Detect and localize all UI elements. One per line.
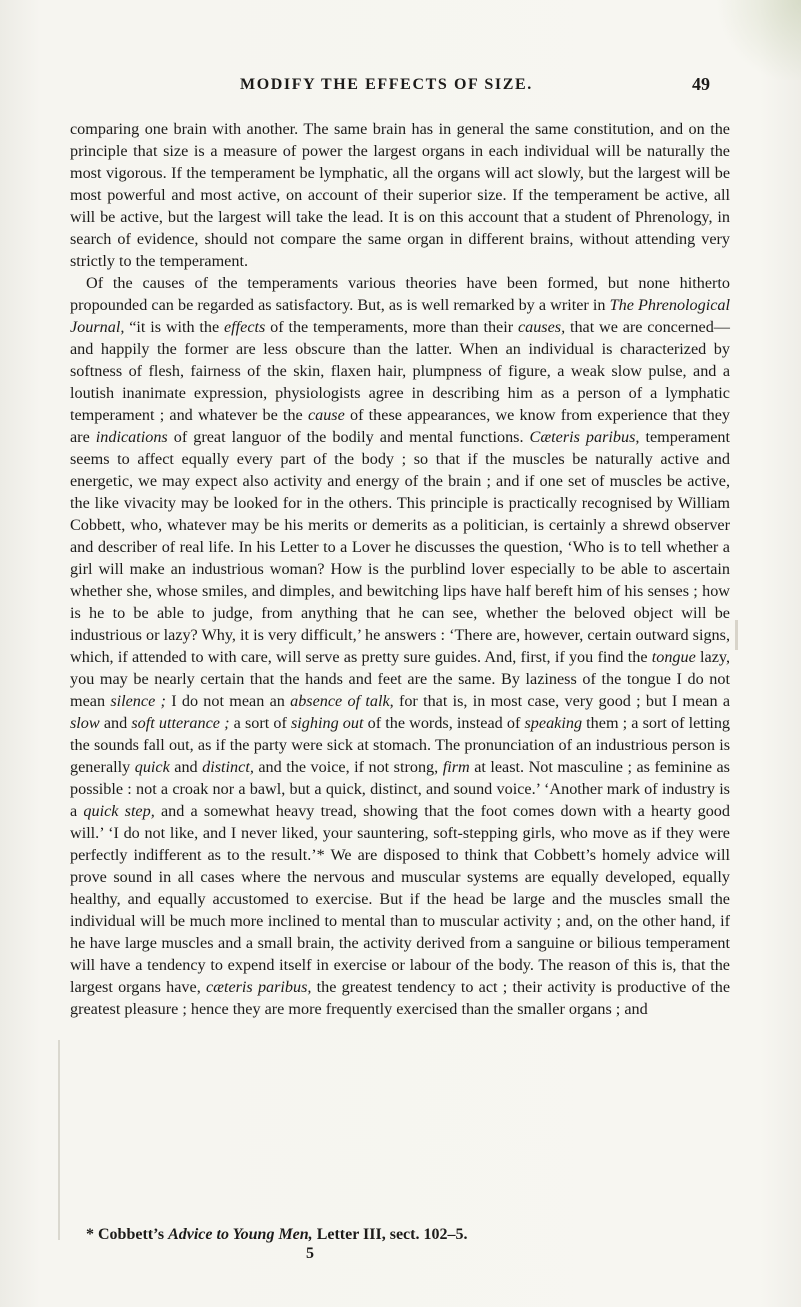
italic-word: silence ; xyxy=(110,692,166,710)
text-run: that we are concerned—and happily the former are less obscure than the latter. When an individual is characterized by softness of flesh, fairness of the skin, flaxen hair, plumpness of figure, a weak slow pulse, and a loutish inanimate expression, physiologists agree in describing him as a person of a lymphatic temperament ; and whatever be the xyxy=(70,318,730,424)
italic-word: absence of talk, xyxy=(290,692,394,710)
italic-word: tongue xyxy=(651,648,696,666)
italic-word: indications xyxy=(95,428,168,446)
italic-word: distinct, xyxy=(202,758,254,776)
italic-word: sighing out xyxy=(291,714,364,732)
italic-word: firm xyxy=(442,758,470,776)
footnote-book-title: Advice to Young Men, xyxy=(168,1226,313,1243)
text-run: at least. Not masculine ; as feminine as possible : not a croak nor a bawl, but a quick, distinct, and sound voice.’ ‘Another mark of industry is a xyxy=(70,758,730,820)
right-margin-bleed xyxy=(735,620,738,650)
italic-word: effects xyxy=(224,318,266,336)
text-run: and xyxy=(99,714,132,732)
italic-word: causes, xyxy=(517,318,566,336)
italic-word: cause xyxy=(307,406,345,424)
text-run: Of the causes of the temperaments various theories have been formed, but none hitherto propounded can be regarded as satisfactory. But, as is well remarked by a writer in xyxy=(70,274,730,314)
text-run: lazy, you may be nearly certain that the hands and feet are the same. By laziness of the tongue I do not mean xyxy=(70,648,730,710)
text-run: the greatest tendency to act ; their activity is productive of the greatest pleasure ; hence they are more frequently exercised than the smaller organs ; and xyxy=(70,978,731,1018)
italic-latin-phrase: Cæteris paribus, xyxy=(529,428,640,446)
italic-word: quick xyxy=(134,758,170,776)
italic-latin-phrase: cæteris paribus, xyxy=(205,978,312,996)
text-run: temperament seems to affect equally every part of the body ; so that if the muscles be naturally active and energetic, we may expect also activity and energy of the brain ; and if one set of muscles be active, the like vivacity may be looked for in the others. This principle is practically recognised by William Cobbett, who, whatever may be his merits or demerits as a politician, is certainly a shrewd observer and describer of real life. In his Letter to a Lover he discusses the question, ‘Who is to tell whether a girl will make an industrious woman? How is the purblind lover especially to be able to ascertain whether she, whose smiles, and dimples, and bewitching lips have half bereft him of his senses ; how is he to be able to judge, from anything that he can see, whether the beloved object will be industrious or lazy? Why, it is very difficult,’ he answers : ‘There are, however, certain outward signs, which, if attended to with care, will serve as pretty sure guides. And, first, if you find the xyxy=(70,428,730,666)
running-title: MODIFY THE EFFECTS OF SIZE. xyxy=(240,76,533,93)
italic-word: speaking xyxy=(524,714,583,732)
paragraph-1-text: comparing one brain with another. The same brain has in general the same constitution, and on the principle that size is a measure of power the largest organs in each individual will be naturally the most vigorous. If the temperament be lymphatic, all the organs will act slowly, but the largest will be most powerful and most active, on account of their superior size. If the temperament be active, all will be active, but the largest will take the lead. It is on this account that a student of Phrenology, in search of evidence, should not compare the same organ in different brains, without attending very strictly to the temperament. xyxy=(70,120,730,270)
margin-bleed-line xyxy=(58,1040,60,1240)
italic-word: slow xyxy=(70,714,100,732)
paragraph-2 xyxy=(70,272,730,1020)
text-run: of the words, instead of xyxy=(363,714,525,732)
footnote xyxy=(86,1225,726,1245)
text-run: of great languor of the bodily and mental functions. xyxy=(167,428,530,446)
body-text xyxy=(70,118,730,1020)
text-run: and xyxy=(169,758,203,776)
text-run: them ; a sort of letting the sounds fall out, as if the party were sick at stomach. The pronunciation of an industrious person is generally xyxy=(70,714,731,776)
text-run: I do not mean an xyxy=(165,692,291,710)
italic-journal-title: The Phrenological Journal, xyxy=(70,296,731,336)
running-head xyxy=(0,76,801,100)
text-run: and a somewhat heavy tread, showing that the foot comes down with a hearty good will.’ ‘I do not like, and I never liked, your sauntering, soft-stepping girls, who move as if they were perfectly indifferent as to the result.’* We are disposed to think that Cobbett’s homely advice will prove sound in all cases where the nervous and muscular systems are equally developed, equally healthy, and equally accustomed to exercise. But if the head be large and the muscles small the individual will be much more inclined to mental than to muscular activity ; and, on the other hand, if he have large muscles and a small brain, the activity derived from a sanguine or bilious temperament will have a tendency to expend itself in exercise or labour of the body. The reason of this is, that the largest organs have, xyxy=(70,802,730,996)
paragraph-1 xyxy=(70,118,730,272)
page-corner-stain xyxy=(711,0,801,80)
text-run: of the temperaments, more than their xyxy=(265,318,518,336)
text-run: of these appearances, we know from experience that they are xyxy=(70,406,730,446)
show-through-marks xyxy=(20,330,70,790)
text-run: a sort of xyxy=(229,714,291,732)
footnote-reference: Letter III, sect. 102–5. xyxy=(312,1226,468,1243)
italic-word: quick step, xyxy=(83,802,155,820)
footnote-marker-text: * Cobbett’s xyxy=(86,1226,169,1243)
text-run: and the voice, if not strong, xyxy=(253,758,443,776)
italic-word: soft utterance ; xyxy=(131,714,230,732)
page-number: 49 xyxy=(692,74,710,94)
text-run: for that is, in most case, very good ; but I mean a xyxy=(393,692,731,710)
text-run: “it is with the xyxy=(124,318,224,336)
signature-mark: 5 xyxy=(306,1245,314,1262)
